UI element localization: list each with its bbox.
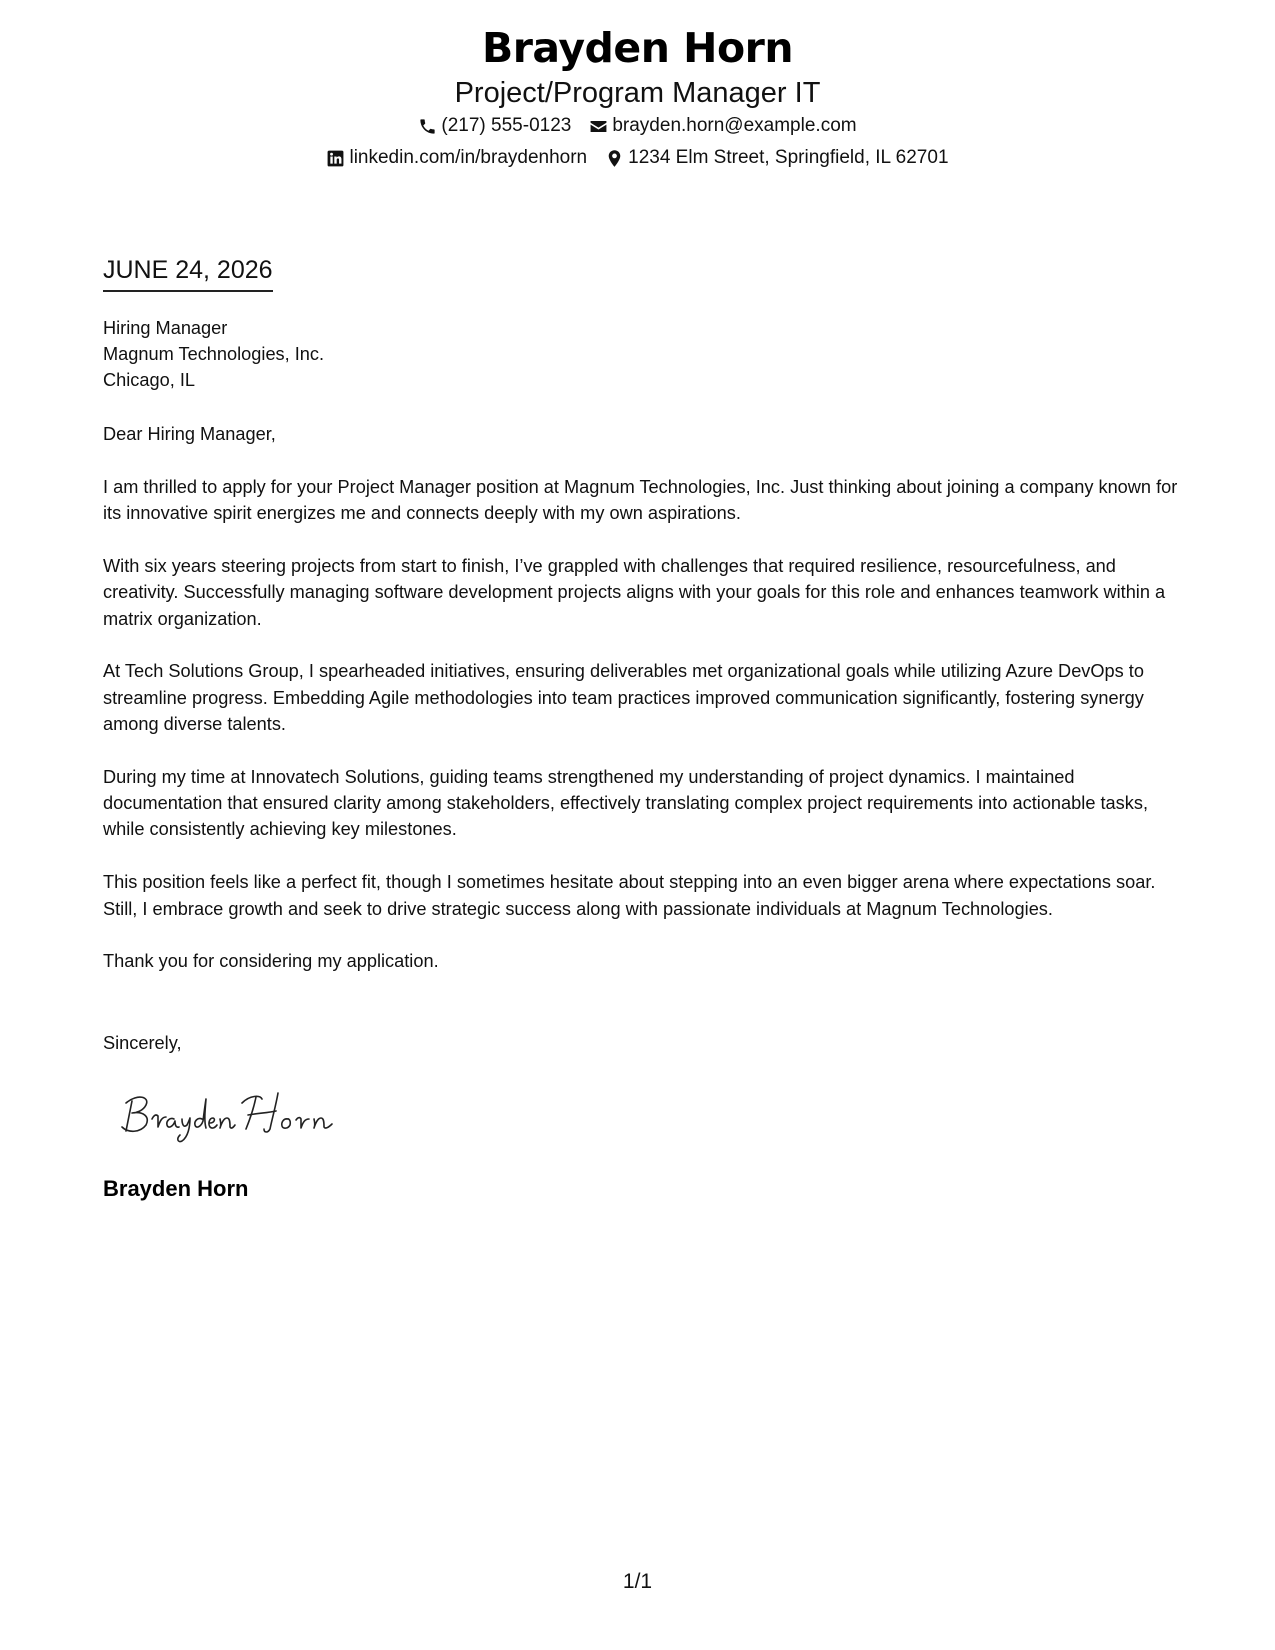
letter-date-block [103, 254, 273, 292]
recipient-line: Chicago, IL [103, 370, 196, 390]
body-paragraph: At Tech Solutions Group, I spearheaded initiatives, ensuring deliverables met organizational goals while utilizing Azure DevOps to streamline progress. Embedding Agile methodologies into team practices improved communication significantly, fostering synergy among diverse talents. [103, 661, 1144, 735]
body-paragraph: I am thrilled to apply for your Project Manager position at Magnum Technologies, Inc. Just thinking about joining a company known for its innovative spirit energizes me and connects deeply with my own aspirations. [103, 477, 1178, 524]
letter-body [103, 474, 1183, 1001]
handwritten-signature [118, 1083, 358, 1143]
body-paragraph: With six years steering projects from start to finish, I’ve grappled with challenges that required resilience, resourcefulness, and creativity. Successfully managing software development projects aligns with your goals for this role and enhances teamwork within a matrix organization. [103, 556, 1166, 629]
letter-header [0, 20, 1275, 174]
page-indicator: 1/1 [622, 1570, 653, 1593]
signer-name: Brayden Horn [103, 1176, 249, 1201]
phone-icon [418, 117, 437, 136]
body-paragraph: Thank you for considering my application. [103, 951, 439, 972]
linkedin-text[interactable]: linkedin.com/in/braydenhorn [349, 147, 588, 168]
applicant-name: Brayden Horn [481, 24, 794, 72]
phone-contact [418, 110, 571, 142]
recipient-line: Magnum Technologies, Inc. [103, 344, 325, 364]
letter-date: JUNE 24, 2026 [103, 254, 273, 292]
email-text[interactable]: brayden.horn@example.com [612, 115, 857, 136]
closing: Sincerely, [103, 1033, 182, 1053]
body-paragraph: This position feels like a perfect fit, though I sometimes hesitate about stepping into an even bigger arena where expectations soar. Still, I embrace growth and seek to drive strategic success along with passionate individuals at Magnum Technologies. [103, 872, 1156, 919]
map-pin-icon [605, 149, 624, 168]
email-contact[interactable] [589, 110, 856, 142]
address-contact [605, 142, 948, 174]
contact-row-2 [0, 142, 1275, 174]
applicant-title: Project/Program Manager IT [454, 77, 821, 109]
recipient-block [103, 315, 1183, 393]
linkedin-icon [326, 149, 345, 168]
linkedin-contact[interactable] [326, 142, 587, 174]
body-paragraph: During my time at Innovatech Solutions, guiding teams strengthened my understanding of project dynamics. I maintained documentation that ensured clarity among stakeholders, effectively translating complex project requirements into actionable tasks, while consistently achieving key milestones. [103, 766, 1148, 840]
phone-text: (217) 555-0123 [441, 115, 572, 136]
envelope-icon [589, 117, 608, 136]
contact-row-1 [0, 110, 1275, 142]
address-text: 1234 Elm Street, Springfield, IL 62701 [628, 147, 949, 168]
salutation: Dear Hiring Manager, [103, 424, 276, 444]
recipient-line: Hiring Manager [103, 318, 228, 338]
